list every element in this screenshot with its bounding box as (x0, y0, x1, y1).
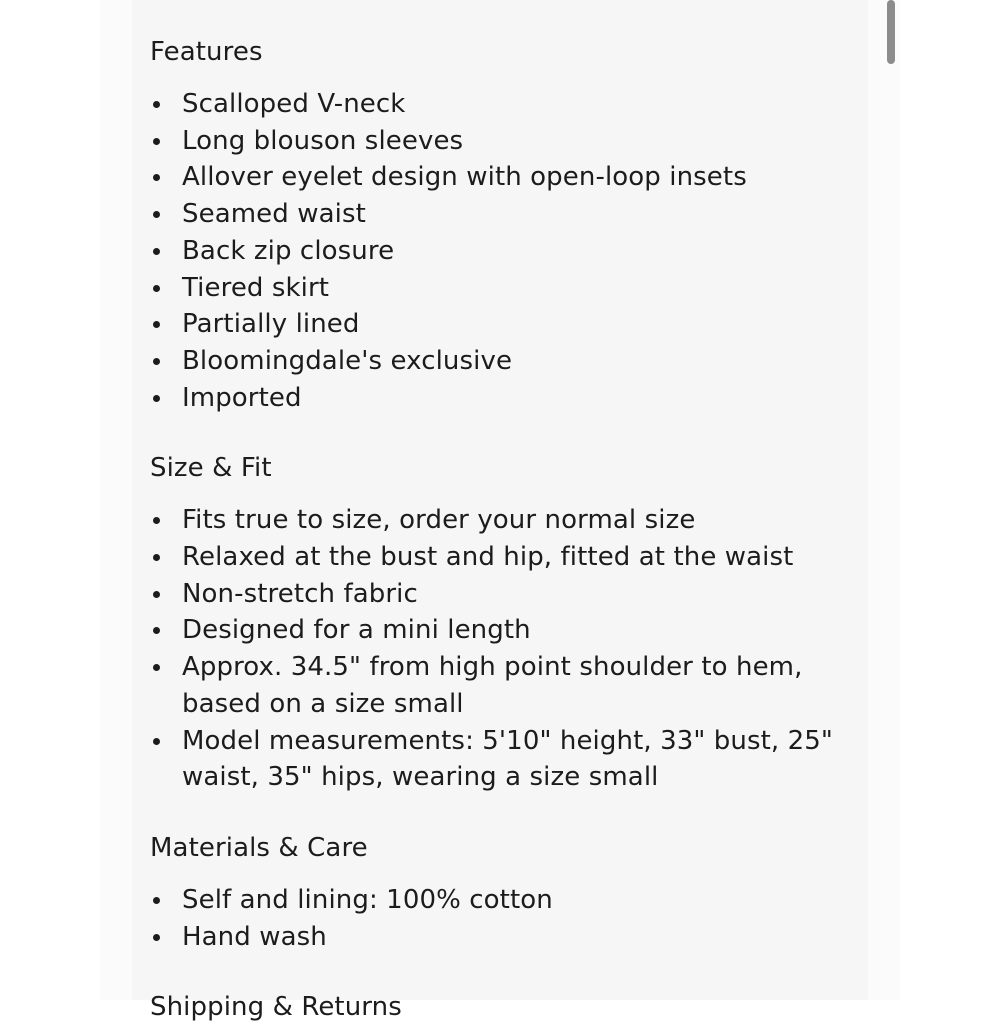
bullet-icon (153, 248, 160, 255)
list-item (150, 502, 850, 539)
materials-care-heading: Materials & Care (150, 832, 368, 863)
list-item-text: Hand wash (182, 921, 327, 952)
bullet-icon (153, 897, 160, 904)
list-item (150, 343, 850, 380)
size-fit-list (150, 502, 850, 796)
bullet-icon (153, 138, 160, 145)
list-item-text: Imported (182, 382, 302, 413)
list-item-text: Approx. 34.5" from high point shoulder to hem, based on a size small (182, 652, 803, 719)
list-item-text: Seamed waist (182, 199, 366, 230)
list-item-text: Self and lining: 100% cotton (182, 884, 553, 915)
size-fit-heading: Size & Fit (150, 453, 272, 484)
list-item (150, 612, 850, 649)
product-details-panel (132, 0, 868, 1023)
bullet-icon (153, 211, 160, 218)
list-item (150, 123, 850, 160)
bullet-icon (153, 395, 160, 402)
bullet-icon (153, 738, 160, 745)
list-item-text: Long blouson sleeves (182, 125, 464, 156)
list-item (150, 306, 850, 343)
list-item-text: Non-stretch fabric (182, 578, 418, 609)
bullet-icon (153, 554, 160, 561)
bullet-icon (153, 627, 160, 634)
shipping-returns-heading[interactable]: Shipping & Returns (150, 992, 402, 1023)
bullet-icon (153, 101, 160, 108)
list-item (150, 576, 850, 613)
list-item-text: Scalloped V-neck (182, 89, 406, 119)
features-list (150, 86, 850, 416)
list-item-text: Allover eyelet design with open-loop insets (182, 162, 747, 193)
list-item-text: Tiered skirt (182, 272, 330, 303)
list-item-text: Relaxed at the bust and hip, fitted at the waist (182, 542, 794, 573)
materials-care-list (150, 882, 850, 955)
bullet-icon (153, 664, 160, 671)
list-item (150, 86, 850, 123)
list-item (150, 723, 850, 796)
list-item-text: Designed for a mini length (182, 615, 531, 646)
list-item (150, 882, 850, 919)
list-item-text: Fits true to size, order your normal size (182, 505, 696, 536)
shipping-returns-section[interactable] (150, 987, 850, 1027)
list-item-text: Bloomingdale's exclusive (182, 345, 513, 376)
bullet-icon (153, 358, 160, 365)
list-item (150, 159, 850, 196)
list-item (150, 919, 850, 956)
product-details-content (150, 32, 850, 1027)
list-item (150, 380, 850, 417)
size-fit-section (150, 448, 850, 796)
bullet-icon (153, 174, 160, 181)
bullet-icon (153, 591, 160, 598)
bullet-icon (153, 934, 160, 941)
list-item-text: Model measurements: 5'10" height, 33" bust, 25" waist, 35" hips, wearing a size small (182, 725, 833, 793)
materials-care-section (150, 828, 850, 955)
scrollbar-thumb[interactable] (887, 0, 895, 64)
list-item (150, 233, 850, 270)
list-item (150, 270, 850, 307)
list-item-text: Partially lined (182, 309, 360, 340)
list-item (150, 649, 850, 722)
bullet-icon (153, 321, 160, 328)
bullet-icon (153, 517, 160, 524)
list-item (150, 539, 850, 576)
bullet-icon (153, 285, 160, 292)
features-section (150, 32, 850, 416)
list-item (150, 196, 850, 233)
features-heading: Features (150, 37, 263, 67)
list-item-text: Back zip closure (182, 235, 395, 266)
